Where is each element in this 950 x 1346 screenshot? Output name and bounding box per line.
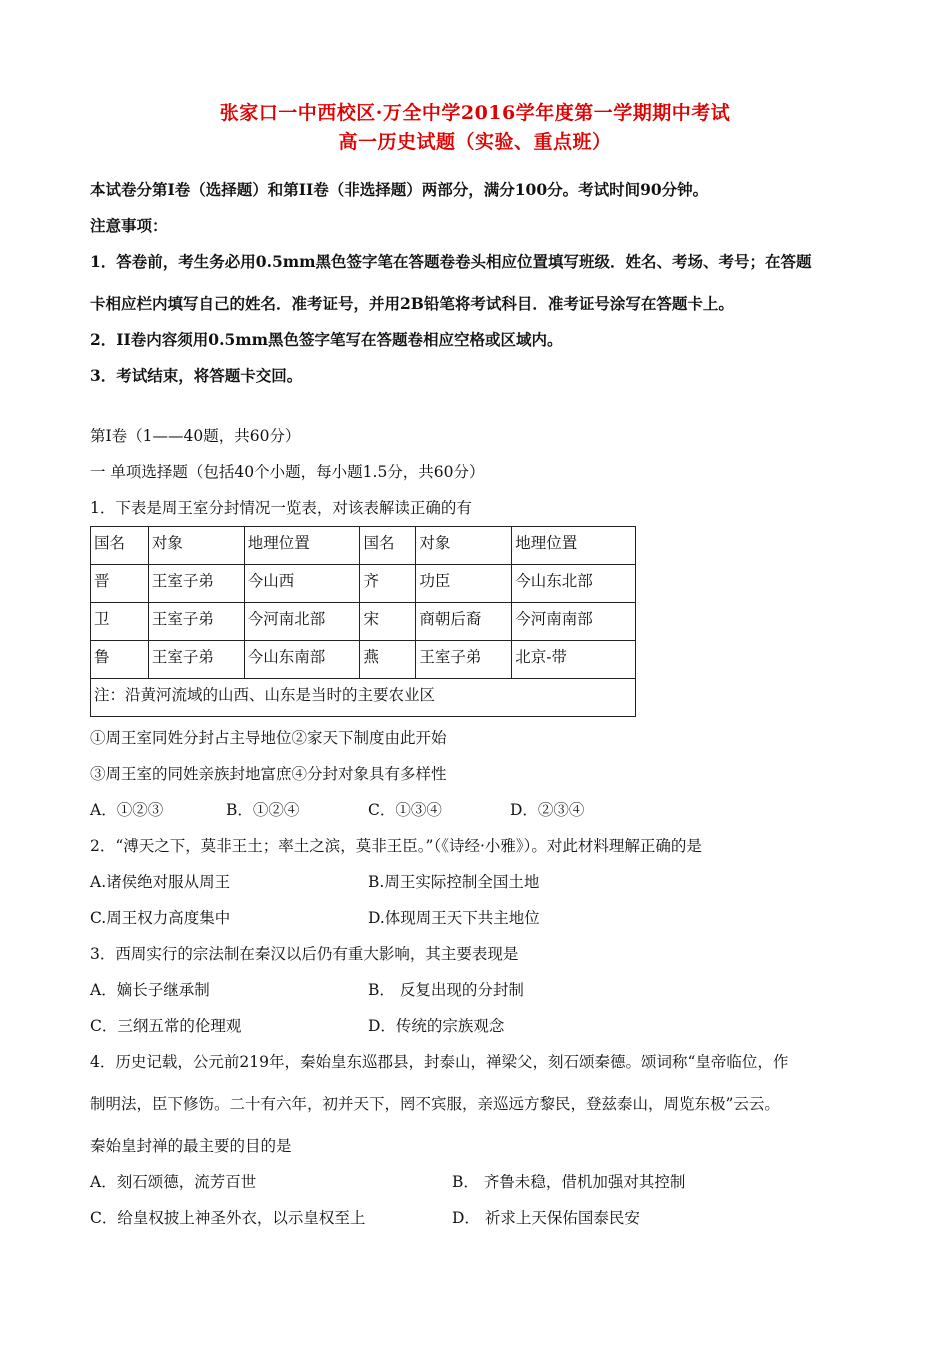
q1-option-a: A．①②③ [90, 801, 164, 819]
notice-item-1-line-1: 1．答卷前，考生务必用0.5mm黑色签字笔在答题卷卷头相应位置填写班级．姓名、考场、考号；在答题 [90, 252, 812, 271]
table-cell: 今河南南部 [512, 603, 636, 641]
section-part1-subheading: 一 单项选择题（包括40个小题，每小题1.5分，共60分） [90, 463, 485, 481]
instructions-intro: 本试卷分第Ⅰ卷（选择题）和第II卷（非选择题）两部分，满分100分。考试时间90分钟。 [90, 180, 709, 199]
table-cell: 今山东北部 [512, 565, 636, 603]
notice-title: 注意事项： [90, 216, 168, 235]
table-cell: 晋 [91, 565, 149, 603]
table-row [91, 679, 636, 717]
q4-option-d: D． 祈求上天保佑国泰民安 [452, 1209, 640, 1227]
table-cell: 王室子弟 [148, 565, 244, 603]
q2-option-a: A.诸侯绝对服从周王 [90, 873, 231, 891]
table-cell: 北京-带 [512, 641, 636, 679]
table-cell: 王室子弟 [148, 641, 244, 679]
section-part1-heading: 第Ⅰ卷（1——40题，共60分） [90, 427, 301, 445]
notice-item-1-line-2: 卡相应栏内填写自己的姓名．准考证号，并用2B铅笔将考试科目．准考证号涂写在答题卡上。 [90, 294, 734, 313]
q4-stem-line-2: 制明法，臣下修饬。二十有六年，初并天下，罔不宾服，亲巡远方黎民，登兹泰山，周览东极”云云。 [90, 1095, 780, 1113]
q4-stem-line-1: 4．历史记载，公元前219年，秦始皇东巡郡县，封泰山，禅梁父，刻石颂秦德。颂词称“皇帝临位，作 [90, 1053, 789, 1071]
q3-option-d: D．传统的宗族观念 [368, 1017, 505, 1035]
table-cell: 功臣 [416, 565, 512, 603]
q1-option-c: C．①③④ [368, 801, 442, 819]
table-cell: 今山东南部 [244, 641, 360, 679]
q4-option-b: B． 齐鲁未稳，借机加强对其控制 [452, 1173, 686, 1191]
q3-option-c: C．三纲五常的伦理观 [90, 1017, 242, 1035]
table-cell: 王室子弟 [416, 641, 512, 679]
q3-stem: 3．西周实行的宗法制在秦汉以后仍有重大影响，其主要表现是 [90, 945, 519, 963]
q4-option-a: A．刻石颂德，流芳百世 [90, 1173, 257, 1191]
table-row [91, 641, 636, 679]
notice-item-3: 3．考试结束，将答题卡交回。 [90, 366, 303, 385]
q1-option-b: B．①②④ [226, 801, 300, 819]
q2-option-d: D.体现周王天下共主地位 [368, 909, 540, 927]
q2-option-b: B.周王实际控制全国土地 [368, 873, 540, 891]
table-cell: 齐 [360, 565, 416, 603]
table-row [91, 527, 636, 565]
q1-option-d: D．②③④ [510, 801, 585, 819]
q3-option-a: A．嫡长子继承制 [90, 981, 210, 999]
table-cell: 卫 [91, 603, 149, 641]
exam-title-line1: 张家口一中西校区·万全中学2016学年度第一学期期中考试 [219, 102, 731, 124]
table-cell: 今山西 [244, 565, 360, 603]
table-cell: 宋 [360, 603, 416, 641]
table-row [91, 603, 636, 641]
table-cell: 鲁 [91, 641, 149, 679]
notice-item-2: 2．II卷内容须用0.5mm黑色签字笔写在答题卷相应空格或区域内。 [90, 330, 563, 349]
q4-stem-line-3: 秦始皇封禅的最主要的目的是 [90, 1137, 292, 1155]
table-cell: 国名 [360, 527, 416, 565]
table-row [91, 565, 636, 603]
q1-statement-2: ③周王室的同姓亲族封地富庶④分封对象具有多样性 [90, 765, 447, 783]
table-cell: 王室子弟 [148, 603, 244, 641]
q1-stem: 1．下表是周王室分封情况一览表，对该表解读正确的有 [90, 499, 472, 517]
q2-stem: 2．“溥天之下，莫非王土；率土之滨，莫非王臣。”（《诗经·小雅》）。对此材料理解正确的是 [90, 837, 702, 855]
q2-option-c: C.周王权力高度集中 [90, 909, 231, 927]
table-cell: 对象 [148, 527, 244, 565]
table-cell: 今河南北部 [244, 603, 360, 641]
table-note: 注：沿黄河流域的山西、山东是当时的主要农业区 [91, 679, 636, 717]
table-cell: 地理位置 [512, 527, 636, 565]
q4-option-c: C．给皇权披上神圣外衣，以示皇权至上 [90, 1209, 366, 1227]
table-cell: 国名 [91, 527, 149, 565]
q1-statement-1: ①周王室同姓分封占主导地位②家天下制度由此开始 [90, 729, 447, 747]
q1-fief-table [90, 526, 636, 717]
table-cell: 地理位置 [244, 527, 360, 565]
table-cell: 对象 [416, 527, 512, 565]
exam-title-line2: 高一历史试题（实验、重点班） [338, 131, 612, 153]
q3-option-b: B． 反复出现的分封制 [368, 981, 524, 999]
table-cell: 商朝后裔 [416, 603, 512, 641]
table-cell: 燕 [360, 641, 416, 679]
